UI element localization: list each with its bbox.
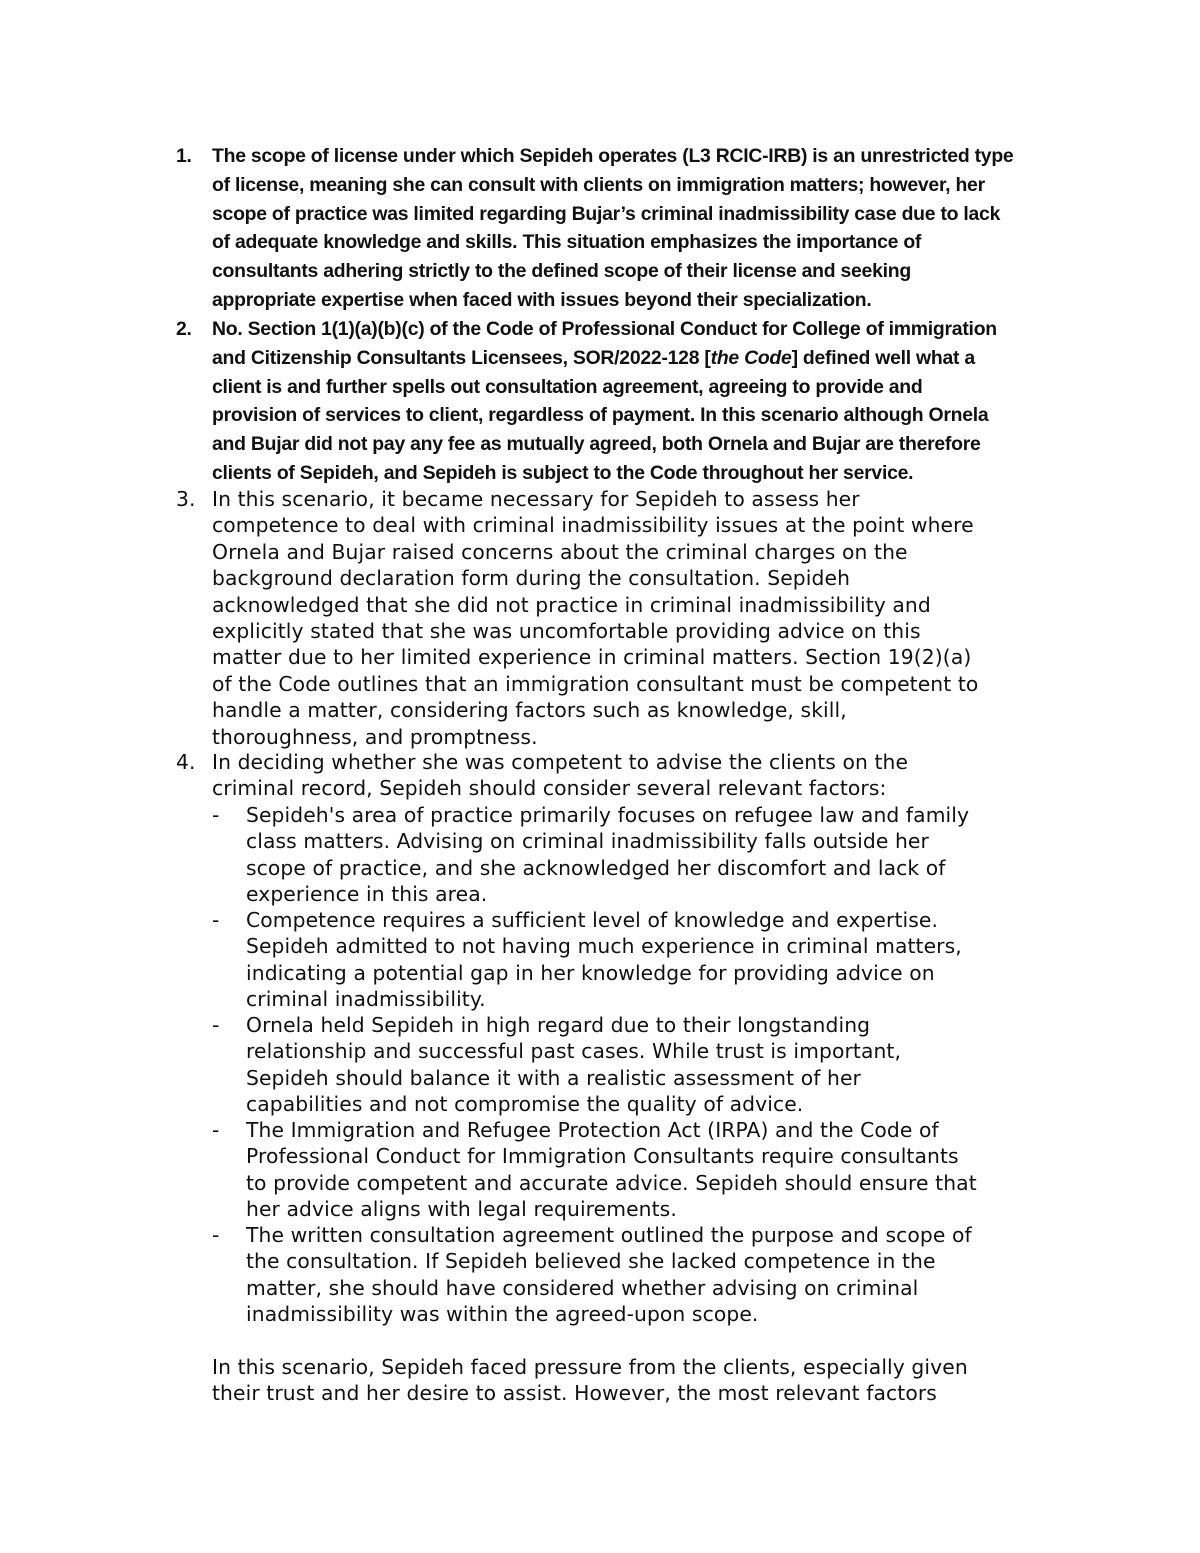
bullet-item — [212, 1117, 1072, 1223]
bullet-item — [212, 907, 1072, 1013]
text-segment: No. Section 1(1)(a)(b)(c) of the Code of Professional Conduct for College of immigration and Citizenship Consultants Licensees, SOR/2022-128 [ — [212, 318, 997, 369]
italic-citation: the Code — [710, 346, 792, 369]
bullet-item — [212, 1222, 1072, 1328]
bullet-item — [212, 1012, 1072, 1118]
list-item-4 — [176, 749, 1066, 802]
list-number: 1. — [176, 145, 192, 167]
list-item-text: The scope of license under which Sepideh operates (L3 RCIC-IRB) is an unrestricted type of license, meaning she can consult with clients on immigration matters; however, her scope of practice was limited regarding Bujar’s criminal inadmissibility case due to lack of adequate knowledge and skills. This situation emphasizes the importance of consultants adhering strictly to the defined scope of their license and seeking appropriate expertise when faced with issues beyond their specialization. — [212, 145, 1014, 311]
list-item-text — [212, 315, 1066, 488]
bullet-text: Ornela held Sepideh in high regard due to their longstanding relationship and successful past cases. While trust is important, Sepideh should balance it with a realistic assessment of her capabilities and not compromise the quality of advice. — [246, 1013, 902, 1117]
bullet-text: Sepideh's area of practice primarily focuses on refugee law and family class matters. Advising on criminal inadmissibility falls outside her scope of practice, and she acknowledged her discomfort and lack of experience in this area. — [246, 803, 970, 907]
bullet-text: Competence requires a sufficient level of knowledge and expertise. Sepideh admitted to not having much experience in criminal matters, indicating a potential gap in her knowledge for providing advice on criminal inadmissibility. — [246, 908, 962, 1012]
list-item-3 — [176, 486, 1066, 750]
bullet-dash: - — [212, 1013, 220, 1037]
bullet-text: The Immigration and Refugee Protection Act (IRPA) and the Code of Professional Conduct for Immigration Consultants require consultants to provide competent and accurate advice. Sepideh should ensure that her advice aligns with legal requirements. — [246, 1118, 977, 1222]
list-number: 3. — [176, 487, 196, 511]
closing-paragraph: In this scenario, Sepideh faced pressure from the clients, especially given their trust and her desire to assist. However, the most relevant factors — [212, 1355, 968, 1406]
list-number: 4. — [176, 750, 196, 774]
bullet-dash: - — [212, 803, 220, 827]
bullet-dash: - — [212, 1223, 220, 1247]
bullet-item — [212, 802, 1072, 908]
list-number: 2. — [176, 318, 192, 340]
text-segment: ] defined well what a client is and further spells out consultation agreement, agreeing to provide and provision of services to client, regardless of payment. In this scenario although Ornela and Bujar did not pay any fee as mutually agreed, both Ornela and Bujar are therefore clients of Sepideh, and Sepideh is subject to the Code throughout her service. — [212, 346, 989, 484]
bullet-dash: - — [212, 908, 220, 932]
list-item-2 — [176, 315, 1066, 488]
bullet-dash: - — [212, 1118, 220, 1142]
bullet-text: The written consultation agreement outlined the purpose and scope of the consultation. If Sepideh believed she lacked competence in the matter, she should have considered whether advising on criminal inadmissibility was within the agreed-upon scope. — [246, 1223, 972, 1327]
list-item-1 — [176, 142, 1066, 315]
list-item-text: In this scenario, it became necessary for Sepideh to assess her competence to deal with criminal inadmissibility issues at the point where Ornela and Bujar raised concerns about the criminal charges on the background declaration form during the consultation. Sepideh acknowledged that she did not practice in criminal inadmissibility and explicitly stated that she was uncomfortable providing advice on this matter due to her limited experience in criminal matters. Section 19(2)(a) of the Code outlines that an immigration consultant must be competent to handle a matter, considering factors such as knowledge, skill, thoroughness, and promptness. — [212, 487, 979, 749]
list-item-text: In deciding whether she was competent to advise the clients on the criminal record, Sepideh should consider several relevant factors: — [212, 750, 909, 801]
